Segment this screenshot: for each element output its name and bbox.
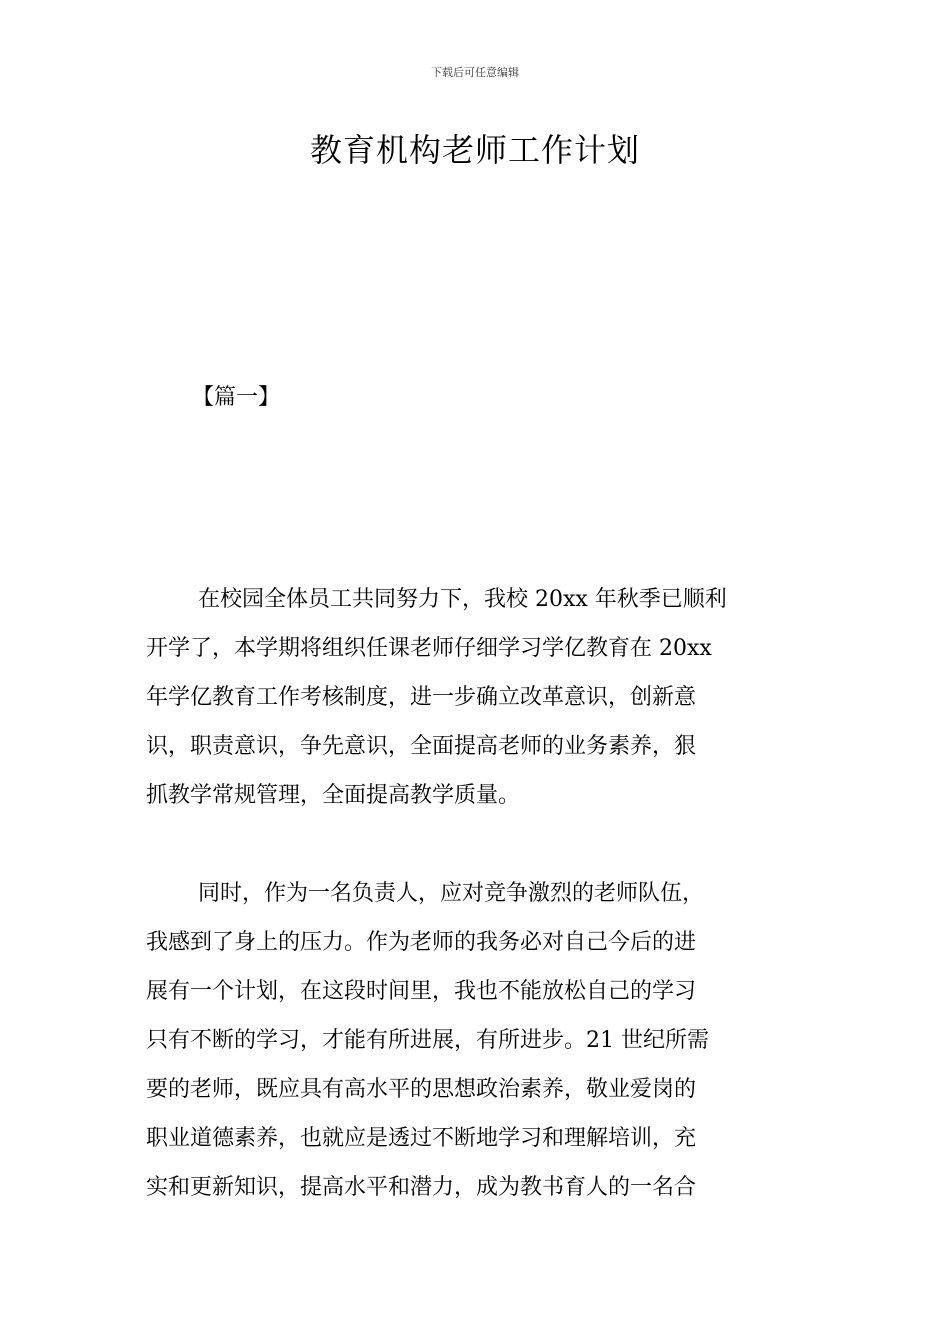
paragraph-line: 抓教学常规管理，全面提高教学质量。 xyxy=(146,783,521,808)
section-label: 【篇一】 xyxy=(192,385,281,410)
header-note: 下载后可任意编辑 xyxy=(431,66,519,79)
document-title: 教育机构老师工作计划 xyxy=(309,131,640,169)
paragraph-line: 同时，作为一名负责人，应对竞争激烈的老师队伍， xyxy=(198,881,705,906)
paragraph-line: 展有一个计划，在这段时间里，我也不能放松自己的学习 xyxy=(146,979,697,1004)
paragraph-line: 识，职责意识，争先意识，全面提高老师的业务素养，狠 xyxy=(146,734,697,759)
paragraph-line: 只有不断的学习，才能有所进展，有所进步。21 世纪所需 xyxy=(146,1028,709,1053)
paragraph-line: 实和更新知识，提高水平和潜力，成为教书育人的一名合 xyxy=(146,1175,697,1200)
paragraph-line: 职业道德素养，也就应是透过不断地学习和理解培训，充 xyxy=(146,1126,697,1151)
paragraph-line: 年学亿教育工作考核制度，进一步确立改革意识，创新意 xyxy=(146,685,697,710)
paragraph-line: 开学了，本学期将组织任课老师仔细学习学亿教育在 20xx xyxy=(146,636,712,661)
paragraph-line: 要的老师，既应具有高水平的思想政治素养，敬业爱岗的 xyxy=(146,1077,697,1102)
paragraph-line: 在校园全体员工共同努力下，我校 20xx 年秋季已顺利 xyxy=(198,587,727,612)
paragraph-1 xyxy=(146,575,806,820)
paragraph-2 xyxy=(146,869,806,1212)
paragraph-line: 我感到了身上的压力。作为老师的我务必对自己今后的进 xyxy=(146,930,697,955)
